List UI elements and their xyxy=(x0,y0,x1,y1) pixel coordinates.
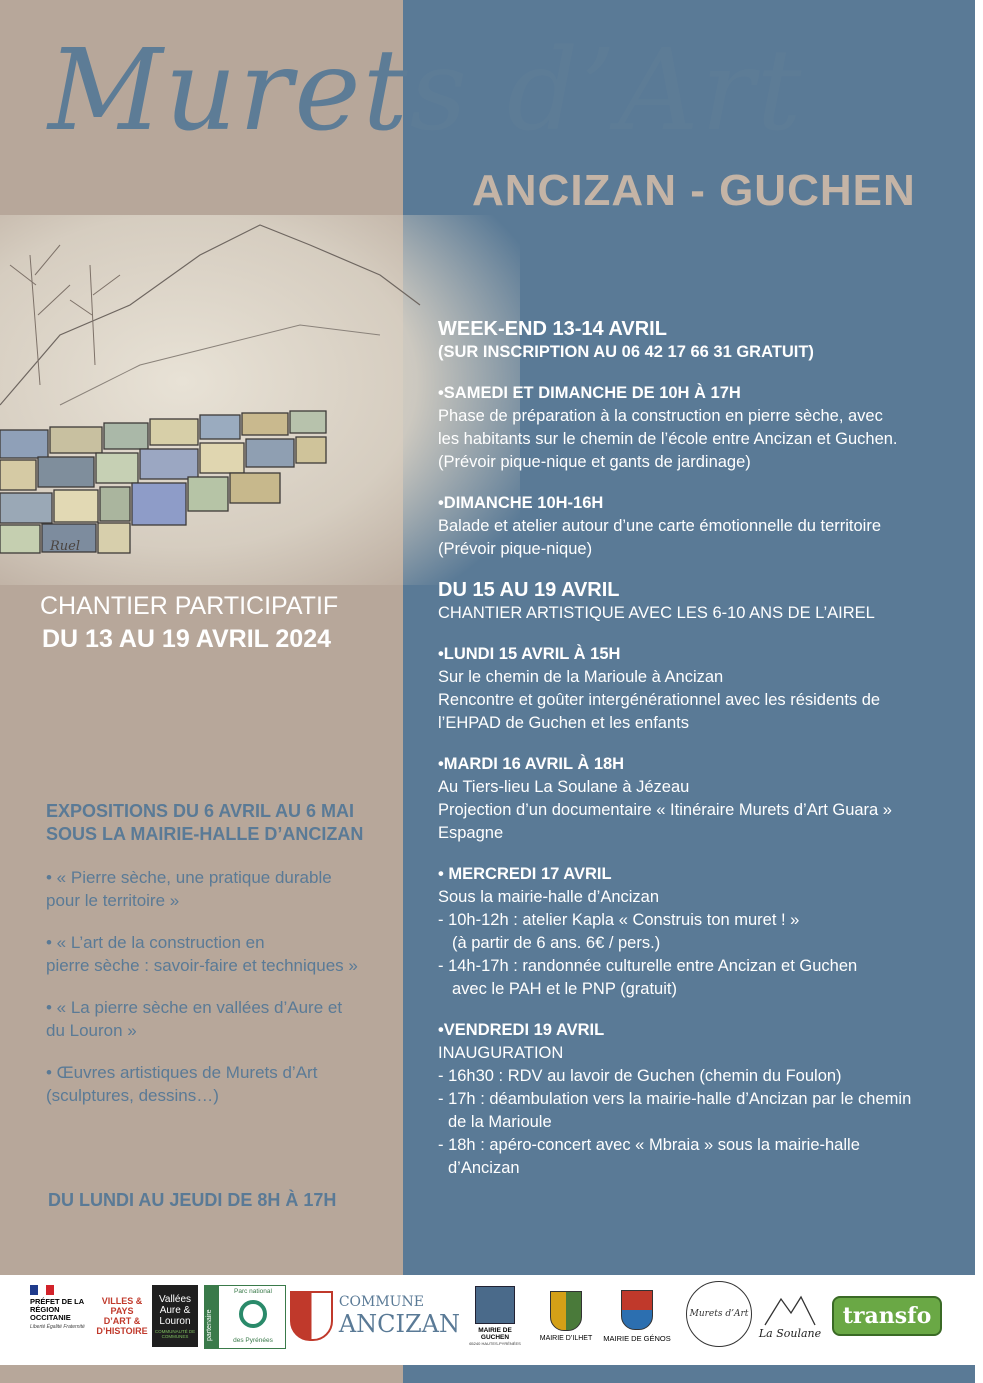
monday-line: Rencontre et goûter intergénérationnel avec les résidents de xyxy=(438,691,881,709)
week-note: CHANTIER ARTISTIQUE AVEC LES 6-10 ANS DE L’AIREL xyxy=(438,604,875,622)
mairie-genos-logo: MAIRIE DE GÉNOS xyxy=(600,1285,674,1347)
mountain-icon xyxy=(763,1293,817,1327)
exhibition-location: SOUS LA MAIRIE-HALLE D’ANCIZAN xyxy=(46,824,364,844)
transfo-logo: transfo xyxy=(830,1285,944,1347)
wednesday-title: • MERCREDI 17 AVRIL xyxy=(438,865,612,883)
tuesday-line: Au Tiers-lieu La Soulane à Jézeau xyxy=(438,778,690,796)
la-soulane-logo: La Soulane xyxy=(758,1285,822,1347)
mairie-ilhet-logo: MAIRIE D’ILHET xyxy=(538,1285,594,1347)
weekend-note: (SUR INSCRIPTION AU 06 42 17 66 31 GRATUIT) xyxy=(438,343,814,361)
friday-line: - 18h : apéro-concert avec « Mbraia » sous la mairie-halle xyxy=(438,1136,860,1154)
wednesday-line: Sous la mairie-halle d’Ancizan xyxy=(438,888,660,906)
bottom-band xyxy=(403,1365,975,1383)
commune-ancizan-logo: COMMUNE ANCIZAN xyxy=(290,1285,460,1347)
weekend-title: WEEK-END 13-14 AVRIL xyxy=(438,318,667,340)
saturday-line: Phase de préparation à la construction en pierre sèche, avec xyxy=(438,407,883,425)
exhibition-item xyxy=(46,866,386,912)
sunday-title: •DIMANCHE 10H-16H xyxy=(438,494,604,512)
parc-national-pyrenees-logo: partenaire Parc national des Pyrénées xyxy=(204,1285,286,1349)
wednesday-line: (à partir de 6 ans. 6€ / pers.) xyxy=(452,934,661,952)
exhibition-item-line: • « La pierre sèche en vallées d’Aure et xyxy=(46,998,343,1017)
chantier-title: CHANTIER PARTICIPATIF xyxy=(40,592,339,620)
friday-line: d’Ancizan xyxy=(448,1159,520,1177)
tuesday-line: Espagne xyxy=(438,824,504,842)
exhibition-list xyxy=(46,866,386,1126)
exhibition-item xyxy=(46,996,386,1042)
partner-logos xyxy=(0,1275,975,1365)
exhibition-item xyxy=(46,931,386,977)
week-title: DU 15 AU 19 AVRIL xyxy=(438,579,620,601)
tuesday-line: Projection d’un documentaire « Itinéraire Murets d’Art Guara » xyxy=(438,801,892,819)
poster-subtitle: ANCIZAN - GUCHEN xyxy=(472,166,916,215)
tuesday-title: •MARDI 16 AVRIL À 18H xyxy=(438,755,625,773)
vallees-aure-louron-logo: Vallées Aure & Louron COMMUNAUTÉ DE COMMUNES xyxy=(152,1285,198,1347)
exhibition-header xyxy=(46,800,363,846)
wednesday-line: avec le PAH et le PNP (gratuit) xyxy=(452,980,677,998)
saturday-line: les habitants sur le chemin de l’école entre Ancizan et Guchen. xyxy=(438,430,898,448)
exhibition-item-line: • « Pierre sèche, une pratique durable xyxy=(46,868,332,887)
mairie-guchen-logo: MAIRIE DE GUCHEN 65240 HAUTES-PYRÉNÉES xyxy=(464,1285,526,1347)
right-margin xyxy=(975,0,983,1383)
artist-signature: Ruel xyxy=(50,539,81,554)
friday-title: •VENDREDI 19 AVRIL xyxy=(438,1021,605,1039)
program xyxy=(438,318,968,1180)
opening-hours: DU LUNDI AU JEUDI DE 8H À 17H xyxy=(48,1190,337,1210)
murets-dart-logo: Murets d’Art xyxy=(686,1281,752,1347)
exhibition-item-line: pierre sèche : savoir-faire et techniques » xyxy=(46,956,358,975)
saturday-title: •SAMEDI ET DIMANCHE DE 10H À 17H xyxy=(438,384,741,402)
friday-line: INAUGURATION xyxy=(438,1044,564,1062)
villes-art-histoire-logo: VILLES & PAYS D’ART & D’HISTOIRE xyxy=(96,1296,148,1336)
sunday-line: Balade et atelier autour d’une carte émotionnelle du territoire xyxy=(438,517,882,535)
chantier-dates: DU 13 AU 19 AVRIL 2024 xyxy=(42,625,332,653)
exhibition-item-line: (sculptures, dessins…) xyxy=(46,1086,219,1105)
wednesday-line: - 10h-12h : atelier Kapla « Construis ton muret ! » xyxy=(438,911,800,929)
monday-line: Sur le chemin de la Marioule à Ancizan xyxy=(438,668,724,686)
exhibition-item-line: du Louron » xyxy=(46,1021,137,1040)
friday-line: de la Marioule xyxy=(448,1113,552,1131)
poster-title: Murets d’Art xyxy=(48,26,804,156)
exhibition-item-line: pour le territoire » xyxy=(46,891,180,910)
friday-line: - 16h30 : RDV au lavoir de Guchen (chemin du Foulon) xyxy=(438,1067,842,1085)
friday-line: - 17h : déambulation vers la mairie-halle d’Ancizan par le chemin xyxy=(438,1090,912,1108)
wednesday-line: - 14h-17h : randonnée culturelle entre Ancizan et Guchen xyxy=(438,957,858,975)
prefet-logo: PRÉFET DE LA RÉGION OCCITANIE Liberté Égalité Fraternité xyxy=(30,1285,88,1347)
monday-line: l’EHPAD de Guchen et les enfants xyxy=(438,714,689,732)
exhibition-item-line: • « L’art de la construction en xyxy=(46,933,265,952)
saturday-line: (Prévoir pique-nique et gants de jardinage) xyxy=(438,453,751,471)
left-panel-background xyxy=(0,0,403,1383)
sunday-line: (Prévoir pique-nique) xyxy=(438,540,593,558)
exhibition-dates: EXPOSITIONS DU 6 AVRIL AU 6 MAI xyxy=(46,801,355,821)
monday-title: •LUNDI 15 AVRIL À 15H xyxy=(438,645,621,663)
exhibition-item-line: • Œuvres artistiques de Murets d’Art xyxy=(46,1063,318,1082)
exhibition-item xyxy=(46,1061,386,1107)
